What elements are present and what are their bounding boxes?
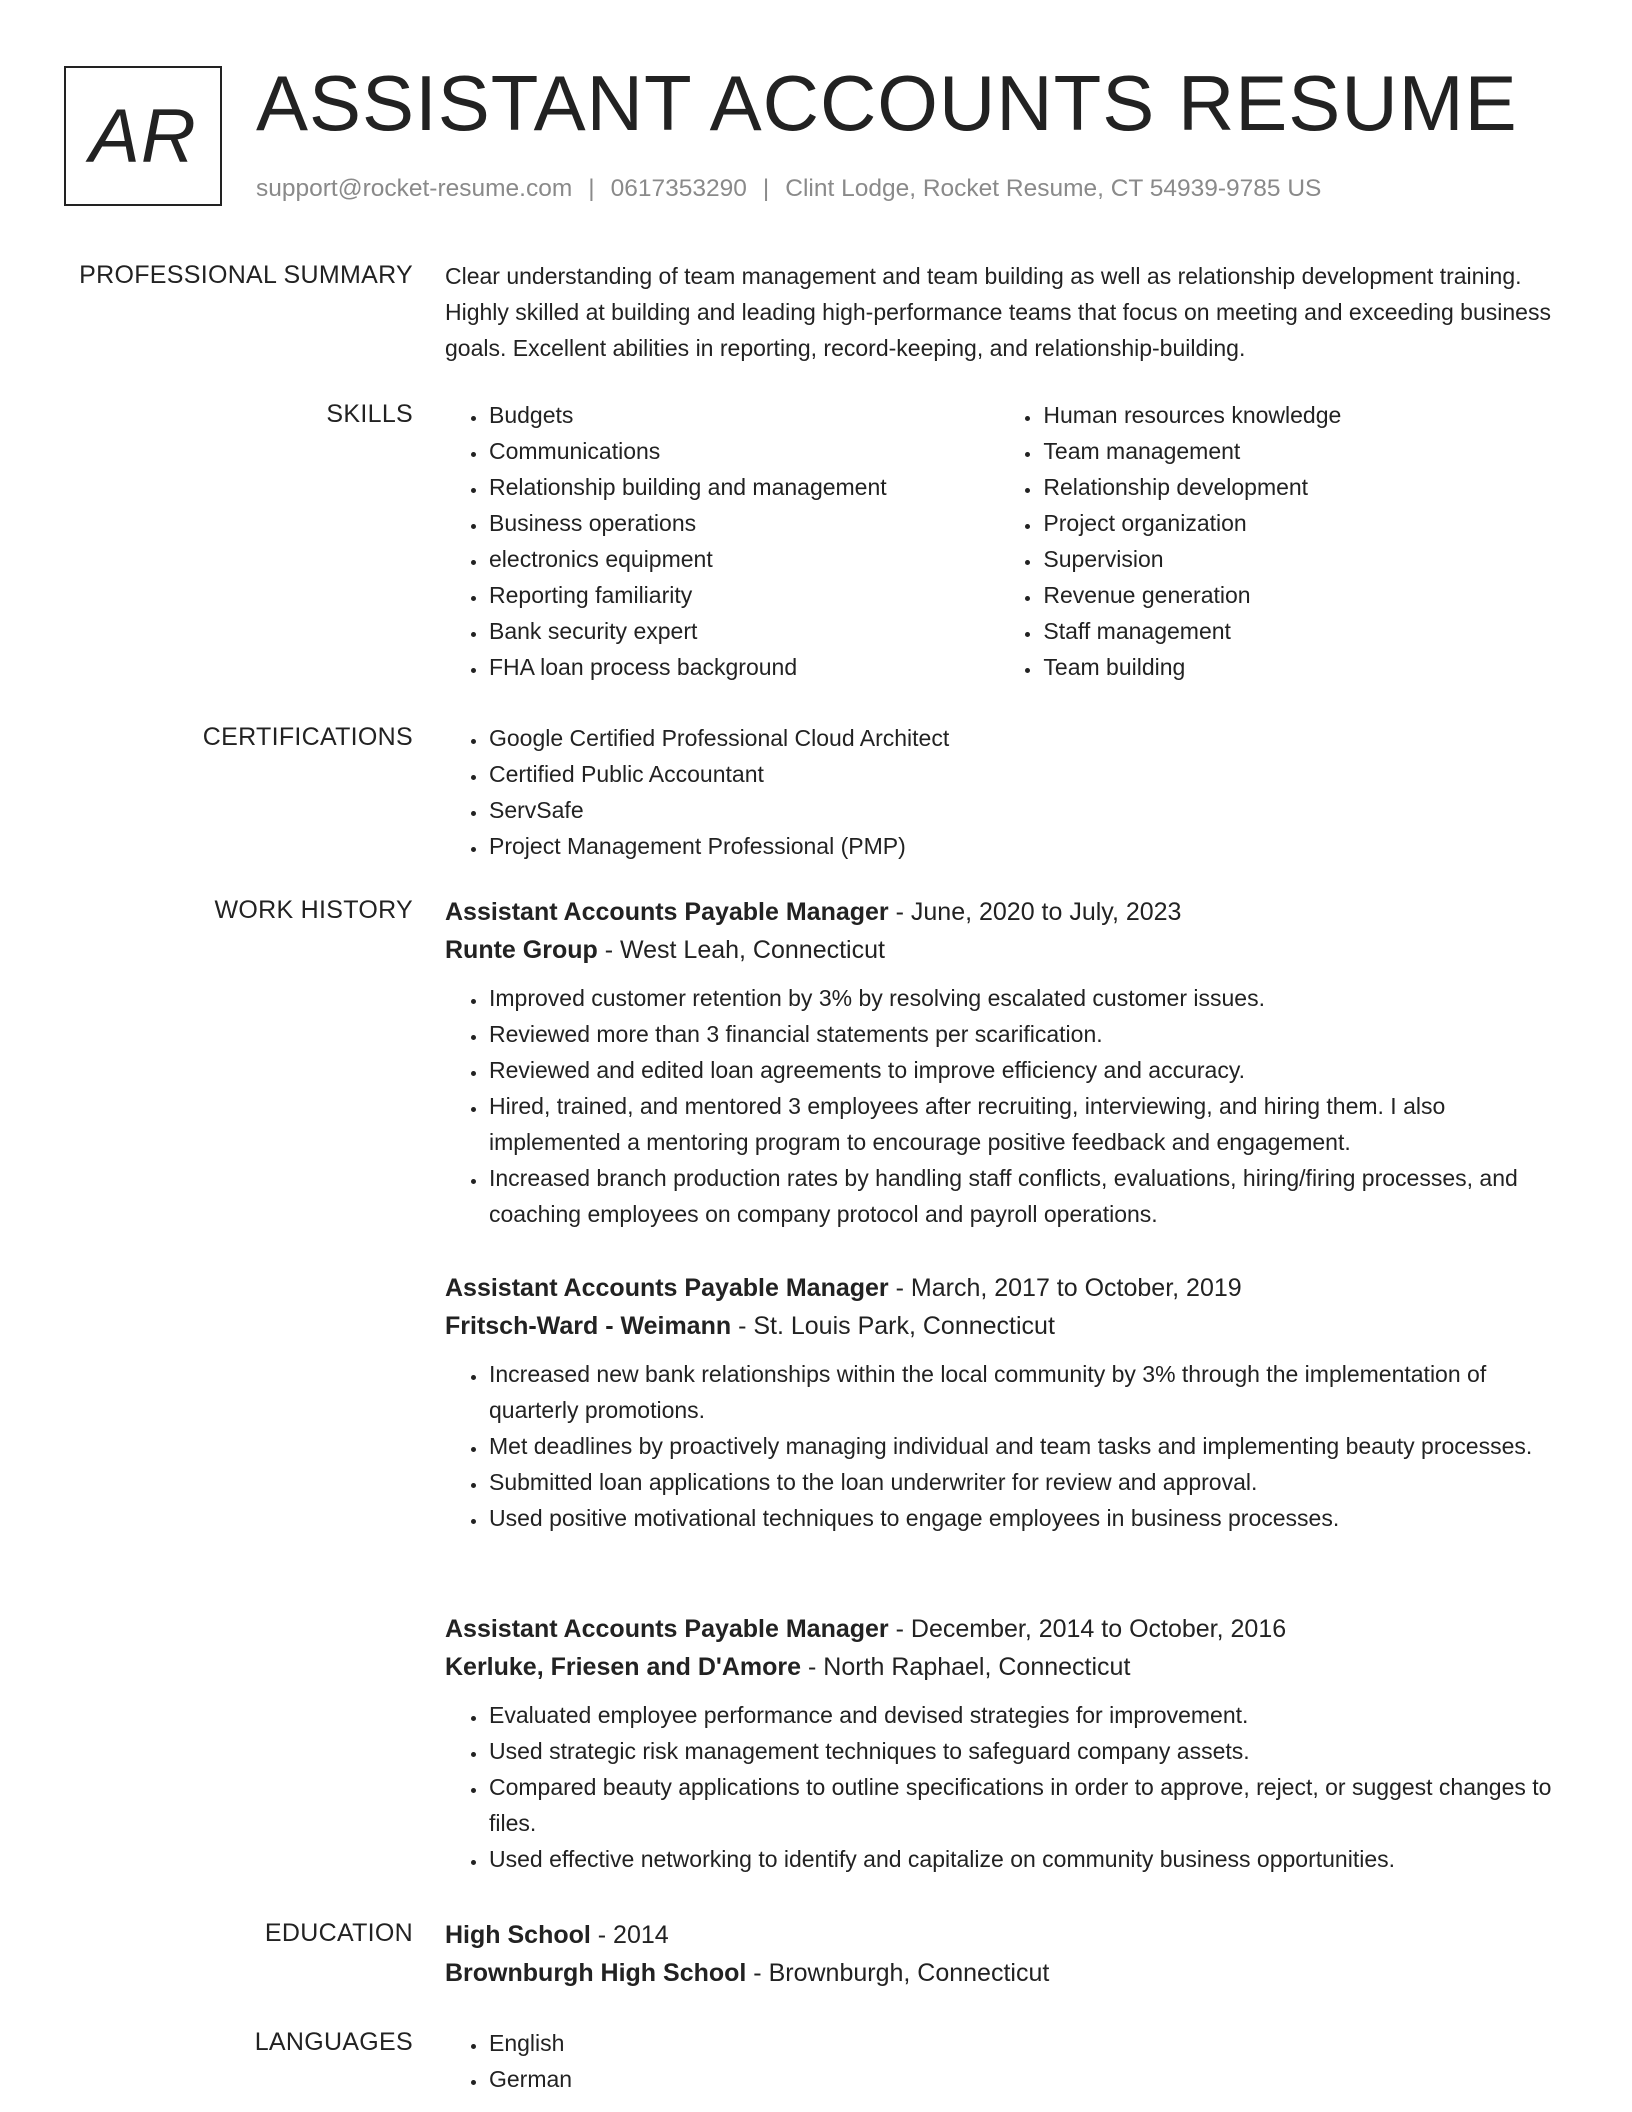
education-school: Brownburgh High School: [445, 1959, 747, 1987]
certification-item: • ServSafe: [488, 792, 1565, 828]
certifications-list: [445, 720, 1565, 864]
summary-heading: PROFESSIONAL SUMMARY: [79, 261, 413, 289]
skill-item: • Communications: [488, 433, 999, 469]
skill-item: • Business operations: [488, 505, 999, 541]
work-history-heading: WORK HISTORY: [214, 896, 413, 924]
skill-item: • Reporting familiarity: [488, 577, 999, 613]
job-bullet: • Met deadlines by proactively managing individual and team tasks and implementing beauty processes.: [488, 1428, 1565, 1464]
job-title: Assistant Accounts Payable Manager: [445, 1615, 889, 1643]
contact-line: [256, 174, 1321, 204]
job-bullets: [445, 980, 1565, 1232]
job-bullet: • Used positive motivational techniques to engage employees in business processes.: [488, 1500, 1565, 1536]
job-location: - West Leah, Connecticut: [597, 936, 885, 964]
job-bullet: • Reviewed and edited loan agreements to improve efficiency and accuracy.: [488, 1052, 1565, 1088]
skill-item: • Human resources knowledge: [1042, 397, 1565, 433]
certification-item: • Project Management Professional (PMP): [488, 828, 1565, 864]
education-school-line: [445, 1954, 1565, 1992]
job-company-line: [445, 1307, 1565, 1345]
job-company: Kerluke, Friesen and D'Amore: [445, 1653, 802, 1681]
skill-item: • Staff management: [1042, 613, 1565, 649]
contact-address: Clint Lodge, Rocket Resume, CT 54939-9785 US: [785, 175, 1322, 202]
job-bullet: • Used effective networking to identify and capitalize on community business opportunities.: [488, 1841, 1565, 1877]
education-degree-line: [445, 1916, 1565, 1954]
skills-heading: SKILLS: [326, 400, 413, 428]
job-entry: [445, 1610, 1565, 1877]
job-bullet: • Reviewed more than 3 financial statements per scarification.: [488, 1016, 1565, 1052]
job-bullet: • Evaluated employee performance and devised strategies for improvement.: [488, 1697, 1565, 1733]
skill-item: • FHA loan process background: [488, 649, 999, 685]
skills-list-right: [999, 397, 1565, 685]
contact-phone: 0617353290: [610, 175, 747, 202]
job-bullet: • Increased branch production rates by handling staff conflicts, evaluations, hiring/firing processes, and coaching employees on company protocol and payroll operations.: [488, 1160, 1565, 1232]
education-degree: High School: [445, 1921, 591, 1949]
job-entry: [445, 893, 1565, 1232]
languages-list: [445, 2025, 1565, 2097]
languages-heading: LANGUAGES: [254, 2028, 413, 2056]
resume-title: ASSISTANT ACCOUNTS RESUME: [256, 59, 1518, 147]
job-title: Assistant Accounts Payable Manager: [445, 898, 889, 926]
education-year: - 2014: [590, 1921, 669, 1949]
job-company-line: [445, 1648, 1565, 1686]
skill-item: • Revenue generation: [1042, 577, 1565, 613]
job-location: - St. Louis Park, Connecticut: [731, 1312, 1055, 1340]
contact-separator: |: [762, 175, 770, 202]
job-dates: - March, 2017 to October, 2019: [888, 1274, 1242, 1302]
job-title-line: [445, 893, 1565, 931]
job-title-line: [445, 1610, 1565, 1648]
job-bullet: • Improved customer retention by 3% by resolving escalated customer issues.: [488, 980, 1565, 1016]
job-title-line: [445, 1269, 1565, 1307]
job-dates: - June, 2020 to July, 2023: [888, 898, 1182, 926]
contact-separator: |: [588, 175, 595, 202]
skill-item: • Budgets: [488, 397, 999, 433]
certification-item: • Certified Public Accountant: [488, 756, 1565, 792]
job-bullet: • Increased new bank relationships within the local community by 3% through the implementation of quarterly promotions.: [488, 1356, 1565, 1428]
job-entry: [445, 1269, 1565, 1536]
job-bullet: • Compared beauty applications to outline specifications in order to approve, reject, or suggest changes to files.: [488, 1769, 1565, 1841]
job-bullet: • Used strategic risk management techniques to safeguard company assets.: [488, 1733, 1565, 1769]
skill-item: • Team management: [1042, 433, 1565, 469]
education-location: - Brownburgh, Connecticut: [746, 1959, 1050, 1987]
job-title: Assistant Accounts Payable Manager: [445, 1274, 889, 1302]
summary-text: Clear understanding of team management and team building as well as relationship development training. Highly skilled at building and leading high-performance teams that focus on meeting and exceeding business goals. Excellent abilities in reporting, record-keeping, and relationship-building.: [445, 263, 1551, 361]
job-location: - North Raphael, Connecticut: [801, 1653, 1131, 1681]
language-item: • German: [488, 2061, 1565, 2097]
contact-email: support@rocket-resume.com: [256, 175, 573, 202]
job-bullets: [445, 1356, 1565, 1536]
monogram-badge: AR: [64, 66, 222, 206]
skill-item: • Relationship building and management: [488, 469, 999, 505]
job-company: Fritsch-Ward - Weimann: [445, 1312, 732, 1340]
skills-list-left: [445, 397, 999, 685]
skill-item: • Team building: [1042, 649, 1565, 685]
language-item: • English: [488, 2025, 1565, 2061]
job-company-line: [445, 931, 1565, 969]
education-heading: EDUCATION: [264, 1919, 413, 1947]
job-bullets: [445, 1697, 1565, 1877]
job-bullet: • Submitted loan applications to the loan underwriter for review and approval.: [488, 1464, 1565, 1500]
skill-item: • Bank security expert: [488, 613, 999, 649]
job-bullet: • Hired, trained, and mentored 3 employees after recruiting, interviewing, and hiring them. I also implemented a mentoring program to encourage positive feedback and engagement.: [488, 1088, 1565, 1160]
job-company: Runte Group: [445, 936, 598, 964]
skill-item: • electronics equipment: [488, 541, 999, 577]
skill-item: • Supervision: [1042, 541, 1565, 577]
certification-item: • Google Certified Professional Cloud Architect: [488, 720, 1565, 756]
certifications-heading: CERTIFICATIONS: [202, 723, 413, 751]
job-dates: - December, 2014 to October, 2016: [888, 1615, 1287, 1643]
skill-item: • Relationship development: [1042, 469, 1565, 505]
skill-item: • Project organization: [1042, 505, 1565, 541]
